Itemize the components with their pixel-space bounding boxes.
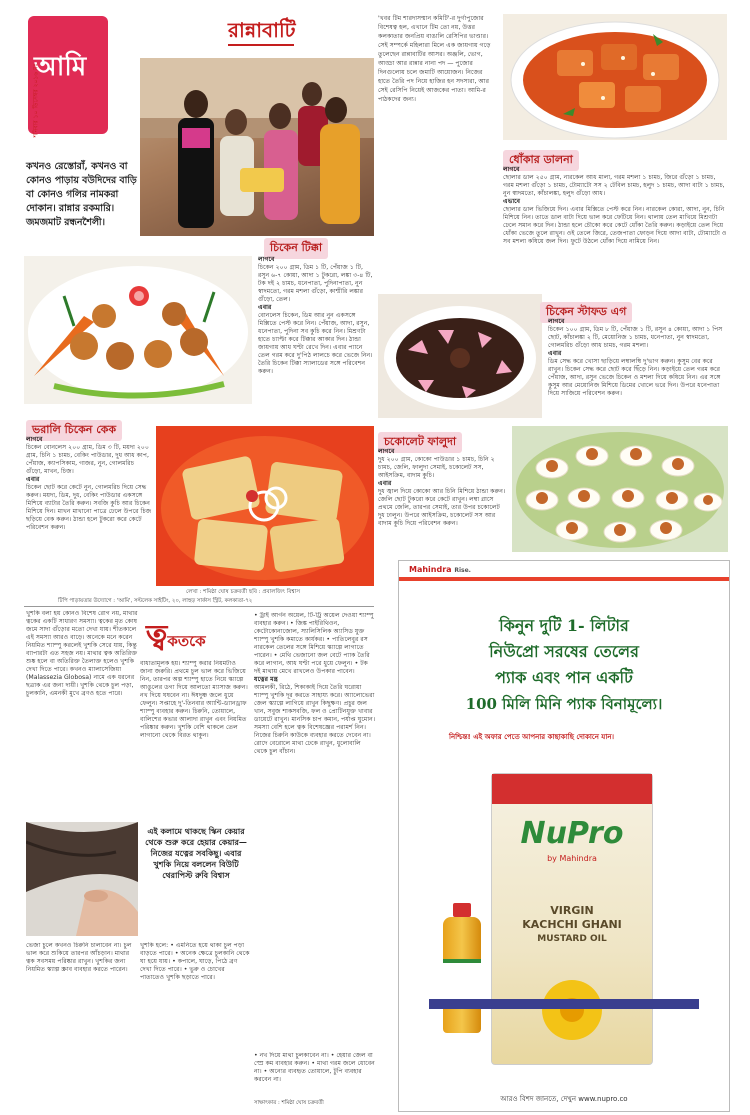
faluda-ingredients: দুধ ২০০ গ্রাম, কোকো পাউডার ১ চামচ, চিনি ২ চামচ, জেলি, ফালুদা সেমাই, চকোলেট সস, আইসক্রিম, বাদাম কুচি। [378, 456, 495, 479]
skin-bottom2: খুশকি হলে: • এমনিতে হয়ে থাকা চুল পড়া বাড়তে পারে। • অনেক ক্ষেত্রে চুলকানি থেকে ঘা হয়ে যায়। • কপালে, ঘাড়ে, পিঠে ব্রণ দেখা দিতে পারে। • ভুরু ও চোখের পাতাতেও খুশকি ছড়াতে পারে। [140, 942, 250, 981]
tikka-method: বোনলেস চিকেন, ডিম আর নুন একসঙ্গে মিক্সিতে পেস্ট করে নিন। পেঁয়াজ, আদা, রসুন, ধনেপাতা, পুদিনা সব কুচি করে নিন। মিশ্রণটা হাতে চ্যাপ্টা করে টিক্কার আকার দিন। ঠান্ডা জায়গায় আধ ঘণ্টা রেখে দিন। এবার প্যানে তেল গরম করে দু'পিঠ লালচে করে ভেজে নিন। তৈরি চিকেন টিক্কা স্যালাডের সঙ্গে পরিবেশন করুন। [258, 312, 373, 375]
ad-headline-line2: নিউপ্রো সরষের তেলের [489, 642, 639, 661]
section-divider [24, 606, 374, 607]
faluda-method: দুধ জ্বাল দিয়ে কোকো আর চিনি মিশিয়ে ঠান্ডা করুন। জেলি ছোট টুকরো করে কেটে রাখুন। লম্বা গ্লাসে প্রথমে জেলি, তারপর সেমাই, তার উপর চকোলেট দুধ ঢালুন। উপরে আইসক্রিম, চকোলেট সস আর বাদাম কুচি দিয়ে পরিবেশন করুন। [378, 488, 506, 527]
pack-red-band [492, 774, 652, 804]
skin-col2: বাধ্যতামূলক হয়। শ্যাম্পু করার নিয়মটাও জানা জরুরি। প্রথমে চুল ভাল করে ভিজিয়ে নিন, তারপর অল্প শ্যাম্পু হাতে নিয়ে স্ক্যাল্পে আঙুলের ডগা দিয়ে আলতো ম্যাসাজ করুন। নখ দিয়ে ঘষবেন না। ঈষদুষ্ণ জলে ধুয়ে ফেলুন। সপ্তাহে দু'-তিনবার অ্যান্টি-ড্যানড্রাফ শ্যাম্পু ব্যবহার করুন। চিরুনি, তোয়ালে, বালিশের কভার আলাদা রাখুন এবং নিয়মিত পরিষ্কার করুন। খুশকি বেশি থাকলে তেল লাগানো থেকে বিরত থাকুন। [140, 660, 248, 739]
ad-headline [399, 613, 729, 717]
pack-type-2: KACHCHI GHANI [522, 918, 622, 931]
masthead [24, 12, 138, 142]
mustard-flower-icon [532, 970, 612, 1050]
pack-logo: NuPro [520, 816, 624, 851]
cake-ingredients: চিকেন বোনলেস ২০০ গ্রাম, ডিম ৩ টি, ময়দা ২০০ গ্রাম, চিনি ১ চামচ, বেকিং পাউডার, দুধ আধ কাপ, পেঁয়াজ, ক্যাপসিকাম, গাজর, নুন, গোলমরিচ গুঁড়ো, মাখন, চিজ। [26, 444, 149, 475]
dhonkar-title-text: ধোঁকার ডালনা [503, 150, 579, 171]
nupro-ad[interactable] [398, 560, 730, 1112]
tikka-method-label: এবার [258, 304, 272, 311]
cake-illustration [156, 426, 374, 586]
stuffed-egg-illustration [512, 426, 728, 552]
skin-title-big: ত্ব [146, 619, 168, 654]
skin-photo [26, 822, 138, 936]
stuffed-egg-ingredients-label: লাগবে [548, 318, 565, 325]
dhonkar-method: ছোলার ডাল ভিজিয়ে দিন। এবার মিক্সিতে পেস্ট করে নিন। নারকেল কোরা, আদা, নুন, চিনি মিশিয়ে নিন। তাতে ডাল বাটা দিয়ে ভাল করে ফেটিয়ে নিন। থালায় তেল মাখিয়ে মিশ্রণটা ঢেলে সমান করে দিন। ঠান্ডা হলে চৌকো করে কেটে ধোঁকা তৈরি করুন। কড়াইয়ে তেল দিয়ে ধোঁকা ভেজে তুলে রাখুন। ওই তেলে জিরে, তেজপাতা ফোড়ন দিয়ে আদা বাটা, টোম্যাটো ও সব মশলা কষিয়ে জল দিন। ফুটে উঠলে ধোঁকা দিয়ে নামিয়ে নিন। [503, 206, 727, 245]
skin-title-rest: কতকে [167, 632, 206, 650]
skin-caption: এই কলামে থাকছে স্কিন কেয়ার থেকে শুরু করে হেয়ার কেয়ার—নিজের যত্নের সবকিছু। এবার খুশকি নিয়ে বললেন বিউটি থেরাপিস্ট রুবি বিশ্বাস [145, 826, 247, 880]
ad-brand-sub: Rise. [454, 567, 471, 574]
skin-title [146, 612, 206, 663]
dhonkar-ingredients-label: লাগবে [503, 166, 520, 173]
skin-col3 [254, 612, 376, 1050]
stuffed-egg-method: ডিম সেদ্ধ করে খোসা ছাড়িয়ে লম্বালম্বি দু'ভাগ করুন। কুসুম বের করে রাখুন। চিকেন সেদ্ধ করে ছোট করে ছিঁড়ে নিন। কড়াইয়ে তেল গরম করে পেঁয়াজ, আদা, রসুন ভেজে চিকেন ও মশলা দিয়ে কষিয়ে নিন। এর সঙ্গে কুসুম আর মেয়োনিজ মিশিয়ে ডিমের খোলে ভরে দিন। উপরে ধনেপাতা দিয়ে সাজিয়ে পরিবেশন করুন। [548, 358, 721, 397]
skin-credit: সাক্ষাৎকার : শমিষ্ঠা ঘোষ চক্রবর্তী [254, 1100, 324, 1106]
faluda-title-text: চকোলেট ফালুদা [378, 432, 462, 453]
dhonkar-ingredients: ছোলার ডাল ২৫০ গ্রাম, নারকেল আধ মালা, গরম মশলা ১ চামচ, জিরে গুঁড়ো ১ চামচ, গরম মশলা গুঁড়ো ১ চামচ, টোম্যাটো সস ২ টেবিল চামচ, হলুদ ১ চামচ, আদা বাটা ১ চামচ, নুন স্বাদমতো, কাঁচালঙ্কা, হলুদ গুঁড়ো আধ। [503, 174, 725, 197]
dhonkar-illustration [503, 14, 727, 140]
ad-bottle [439, 903, 485, 1033]
faluda-photo [378, 294, 542, 418]
pack-type-1: VIRGIN [550, 904, 594, 917]
ad-tagline: নিশ্চিন্ত! এই অফার পেতে আপনার কাছাকাছি দোকানে যান। [449, 733, 615, 741]
cake-method-label: এবার [26, 476, 40, 483]
skin-col3-head: যত্নের মন্ত্র [254, 676, 278, 683]
bottle-label [443, 959, 481, 1003]
dhonkar-body [503, 166, 727, 292]
ad-headline-line3: প্যাক এবং পান একটি [495, 668, 633, 687]
intro-text: কখনও রেস্তোরাঁ, কখনও বা কোনও পাড়ায় বউদিদের বাড়ি বা কোনও গলির নামকরা দোকান। রান্নার রকমারি। জমজমাট রন্ধনশৈলী। [26, 161, 137, 228]
hair-illustration [26, 822, 138, 936]
dhonkar-method-label: এভাবে [503, 198, 521, 205]
faluda-method-label: এবার [378, 480, 392, 487]
ad-ribbon [429, 999, 699, 1009]
stuffed-egg-title-text: চিকেন স্টাফড এগ [540, 302, 632, 323]
masthead-date: শনিবার ১০ ডিসেম্বর ২০১৬ মঃ [32, 63, 40, 138]
skin-col1: খুশকি বলা হয় কোনও বিশেষ রোগ নয়, মাথার ত্বকের একটি সাধারণ সমস্যা। ত্বকের মৃত কোষ জমে সাদা গুঁড়োর মতো দেখা যায়। শীতকালে এই সমস্যা আরও বাড়ে। অনেকে মনে করেন নিয়মিত শ্যাম্পু করলেই খুশকি সেরে যায়, কিন্তু ব্যাপারটা এত সহজ নয়। মাথার ত্বক অতিরিক্ত শুষ্ক হলে বা অতিরিক্ত তৈলাক্ত হলেও খুশকি দেখা দিতে পারে। কখনও ম্যালাসেজিয়া (Malassezia Globosa) নামে এক ধরনের ছত্রাক এর জন্য দায়ী। খুশকি থেকে চুল পড়া, চুলকানি, এমনকী মুখে ব্রণও হতে পারে। [26, 610, 138, 697]
ad-brand-name: Mahindra [409, 565, 452, 574]
stuffed-egg-photo [512, 426, 728, 552]
intro-article: 'খবর টিম শারদাসম্মান কমিটি'-র দুর্গাপুজোর বিশেষত্ব হল, এখানে টিম তো নয়, উত্তর কলকাতার জনপ্রিয় বাঙালি রেসিপির ভাণ্ডার। সেই সম্পর্কে মহিলারা মিলে এক জায়গায় গড়ে তুলেছেন রান্নাবাটির আসর। অঞ্জলি, ভোগ, আড্ডা আর রান্নার নানা পদ — পুজোর দিনগুলোয় চলে জমাটি আয়োজন। নিজের হাতে তৈরি পদ নিয়ে হাজির হন সদস্যরা, আর সেই রেসিপি নিয়েই আজকের পাতা। আমি-র পাঠকদের জন্য। [378, 15, 491, 103]
tikka-photo [24, 256, 252, 404]
cake-title-text: ভরালি চিকেন কেক [26, 420, 122, 441]
pack-by: by Mahindra [547, 854, 597, 863]
stuffed-egg-method-label: এবার [548, 350, 562, 357]
photo-credit: লেখা : শমিষ্ঠা ঘোষ চক্রবর্তী ছবি : প্রবালজিৎ বিশ্বাস [186, 589, 301, 595]
skin-bottom3: • নখ দিয়ে মাথা চুলকাবেন না। • হেয়ার জেল বা স্প্রে কম ব্যবহার করুন। • মাথা গরম জলে ধোবেন না। • অন্যের ব্যবহৃত তোয়ালে, টুপি ব্যবহার করবেন না। [254, 1052, 375, 1083]
tikka-illustration [24, 256, 252, 404]
bottle-cap [453, 903, 471, 917]
tikka-ingredients: চিকেন ২০০ গ্রাম, ডিম ১ টি, পেঁয়াজ ১ টি, রসুন ৬-৭ কোয়া, আদা ১ টুকরো, লঙ্কা ৩-৪ টি, টক দই ২ চামচ, ধনেপাতা, পুদিনাপাতা, নুন স্বাদমতো, গরম মশলা গুঁড়ো, কাশ্মীরি লঙ্কার গুঁড়ো, তেল। [258, 264, 373, 303]
section-title: রান্নাবাটি [228, 18, 296, 42]
group-photo-illustration [140, 58, 374, 236]
faluda-illustration [378, 294, 542, 418]
faluda-body [378, 448, 508, 550]
place-credit: টিপি পাড়ায়তার উদ্যোগে : 'আমি', সল্টলেক সাইটিং, ২০, লাহুড় সার্কাস স্ট্রিট, কলকাতা-৭২ [58, 598, 253, 604]
ad-footer: আরও বিশদ জানতে, দেখুন www.nupro.co [500, 1095, 628, 1103]
faluda-ingredients-label: লাগবে [378, 448, 395, 455]
stuffed-egg-ingredients: চিকেন ১০০ গ্রাম, ডিম ৮ টি, পেঁয়াজ ১ টি, রসুন ৪ কোয়া, আদা ১ পিস ছোট, কাঁচালঙ্কা ২ টি, মেয়োনিজ ১ চামচ, ধনেপাতা, নুন স্বাদমতো, গোলমরিচ গুঁড়ো আধ চামচ, গরম মশলা। [548, 326, 723, 349]
cake-body [26, 436, 152, 586]
cake-ingredients-label: লাগবে [26, 436, 43, 443]
skin-bottom1: ভেজা চুলে কখনও চিরুনি চালাবেন না। চুল ভাল করে শুকিয়ে তারপর আঁচড়ান। মাথার ত্বক সবসময় পরিষ্কার রাখুন। খুশকির জন্য নিয়মিত স্ক্যাল্প স্ক্রাব ব্যবহার করতে পারেন। [26, 942, 132, 973]
pack-type [502, 904, 642, 946]
stuffed-egg-body [548, 318, 728, 424]
group-photo [140, 58, 374, 236]
logo-text: আমি [34, 52, 87, 82]
ad-header-stripe [399, 577, 729, 581]
ad-headline-line4: 100 মিলি মিনি প্যাক বিনামূল্যে। [465, 695, 663, 713]
ad-brand [409, 565, 471, 574]
ad-headline-line1: কিনুন দুটি 1- লিটার [499, 616, 629, 635]
tikka-body [258, 256, 374, 416]
skin-col3b: আমলকী, রিঠে, শিকাকাই দিয়ে তৈরি ঘরোয়া শ্যাম্পু খুশকি দূর করতে সাহায্য করে। অ্যালোভেরা জেল স্ক্যাল্পে লাগিয়ে রাখুন কিছুক্ষণ। প্রচুর জল খান, সবুজ শাকসবজি, ফল ও প্রোটিনযুক্ত খাবার ডায়েটে রাখুন। মানসিক চাপ কমান, পর্যাপ্ত ঘুমোন। সমস্যা বেশি হলে ত্বক বিশেষজ্ঞের পরামর্শ নিন। নিজের চিরুনি কাউকে ব্যবহার করতে দেবেন না। রোদে বেরোলে মাথা ঢেকে রাখুন, ধুলোবালি থেকে চুল বাঁচান। [254, 684, 376, 755]
cake-method: চিকেন ছোট করে কেটে নুন, গোলমরিচ দিয়ে সেদ্ধ করুন। ময়দা, ডিম, দুধ, বেকিং পাউডার একসঙ্গে মিশিয়ে ব্যাটার তৈরি করুন। সবজি কুচি আর চিকেন মিশিয়ে দিন। মাখন মাখানো পাত্রে ঢেলে উপরে চিজ ছড়িয়ে বেক করুন। ঠান্ডা হলে টুকরো করে কেটে পরিবেশন করুন। [26, 484, 152, 531]
ad-big-pack [491, 773, 653, 1065]
dhonkar-photo [503, 14, 727, 140]
tikka-ingredients-label: লাগবে [258, 256, 275, 263]
section-underline [228, 44, 294, 46]
pack-type-3: MUSTARD OIL [537, 934, 607, 944]
tikka-title-text: চিকেন টিক্কা [264, 238, 328, 259]
cake-photo [156, 426, 374, 586]
skin-col3-tips: • ট্রাই আর্গন অয়েল, টি-ট্রি অয়েল দেওয়া শ্যাম্পু ব্যবহার করুন। • জিঙ্ক পাইরিথিওন, কেটোকোনাজোল, স্যালিসিলিক অ্যাসিড যুক্ত শ্যাম্পু খুশকি কমাতে কার্যকর। • পাতিলেবুর রস নারকেল তেলের সঙ্গে মিশিয়ে স্ক্যাল্পে লাগাতে পারেন। • মেথি ভেজানো জল বেটে প্যাক তৈরি করে লাগান, আধ ঘণ্টা পরে ধুয়ে ফেলুন। • টক দই মাথায় মেখে রাখলেও উপকার পাবেন। [254, 612, 374, 675]
